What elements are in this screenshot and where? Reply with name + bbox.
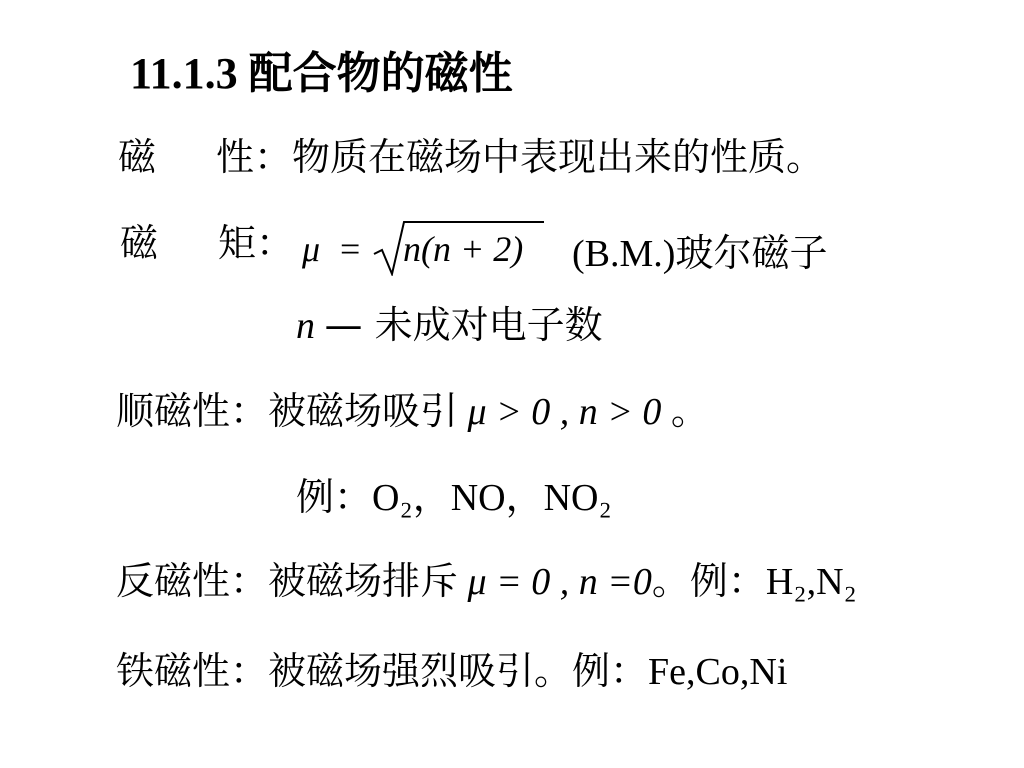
ferromagnetic-example: Fe,Co,Ni: [648, 651, 788, 693]
paramagnetic-line: [116, 389, 709, 433]
moment-label: [120, 221, 295, 265]
moment-label-a: 磁: [120, 221, 159, 265]
ferromagnetic-label: 铁磁性：: [116, 649, 269, 693]
n-symbol: n: [296, 305, 315, 347]
slide-title: [130, 49, 513, 98]
paramagnetic-text: 被磁场吸引: [268, 389, 459, 433]
radicand: n(n + 2): [403, 229, 524, 269]
diamagnetic-example: H₂,N₂: [765, 561, 857, 603]
paramagnetic-label: 顺磁性：: [116, 389, 269, 433]
equals-sign: =: [340, 229, 361, 269]
paramagnetic-example: O₂，NO，NO₂: [372, 477, 612, 519]
paramagnetic-condition: μ > 0 , n > 0: [467, 391, 662, 433]
ferromagnetic-line: [116, 649, 788, 693]
diamagnetic-end: 。例：: [651, 559, 766, 603]
magnetism-label-b: 性：: [216, 135, 293, 179]
ferromagnetic-text: 被磁场强烈吸引。例：: [268, 649, 649, 693]
title-text: 11.1.3 配合物的磁性: [130, 49, 513, 98]
diamagnetic-text: 被磁场排斥: [268, 559, 459, 603]
paramagnetic-end: 。: [670, 389, 709, 433]
n-description: — 未成对电子数: [324, 303, 603, 347]
diamagnetic-line: [116, 559, 857, 603]
paramagnetic-example-line: [296, 475, 612, 519]
mu-symbol: μ: [302, 229, 321, 269]
bohr-magneton-unit: (B.M.)玻尔磁子: [572, 233, 828, 275]
n-definition-line: [296, 303, 603, 347]
magnetism-definition: 物质在磁场中表现出来的性质。: [292, 135, 825, 179]
paramagnetic-example-label: 例：: [296, 475, 373, 519]
magnetism-label-a: 磁: [118, 135, 157, 179]
diamagnetic-condition: μ = 0 , n =0: [467, 561, 652, 603]
magnetism-line: [118, 135, 825, 179]
diamagnetic-label: 反磁性：: [116, 559, 269, 603]
moment-label-b: 矩：: [218, 221, 295, 265]
